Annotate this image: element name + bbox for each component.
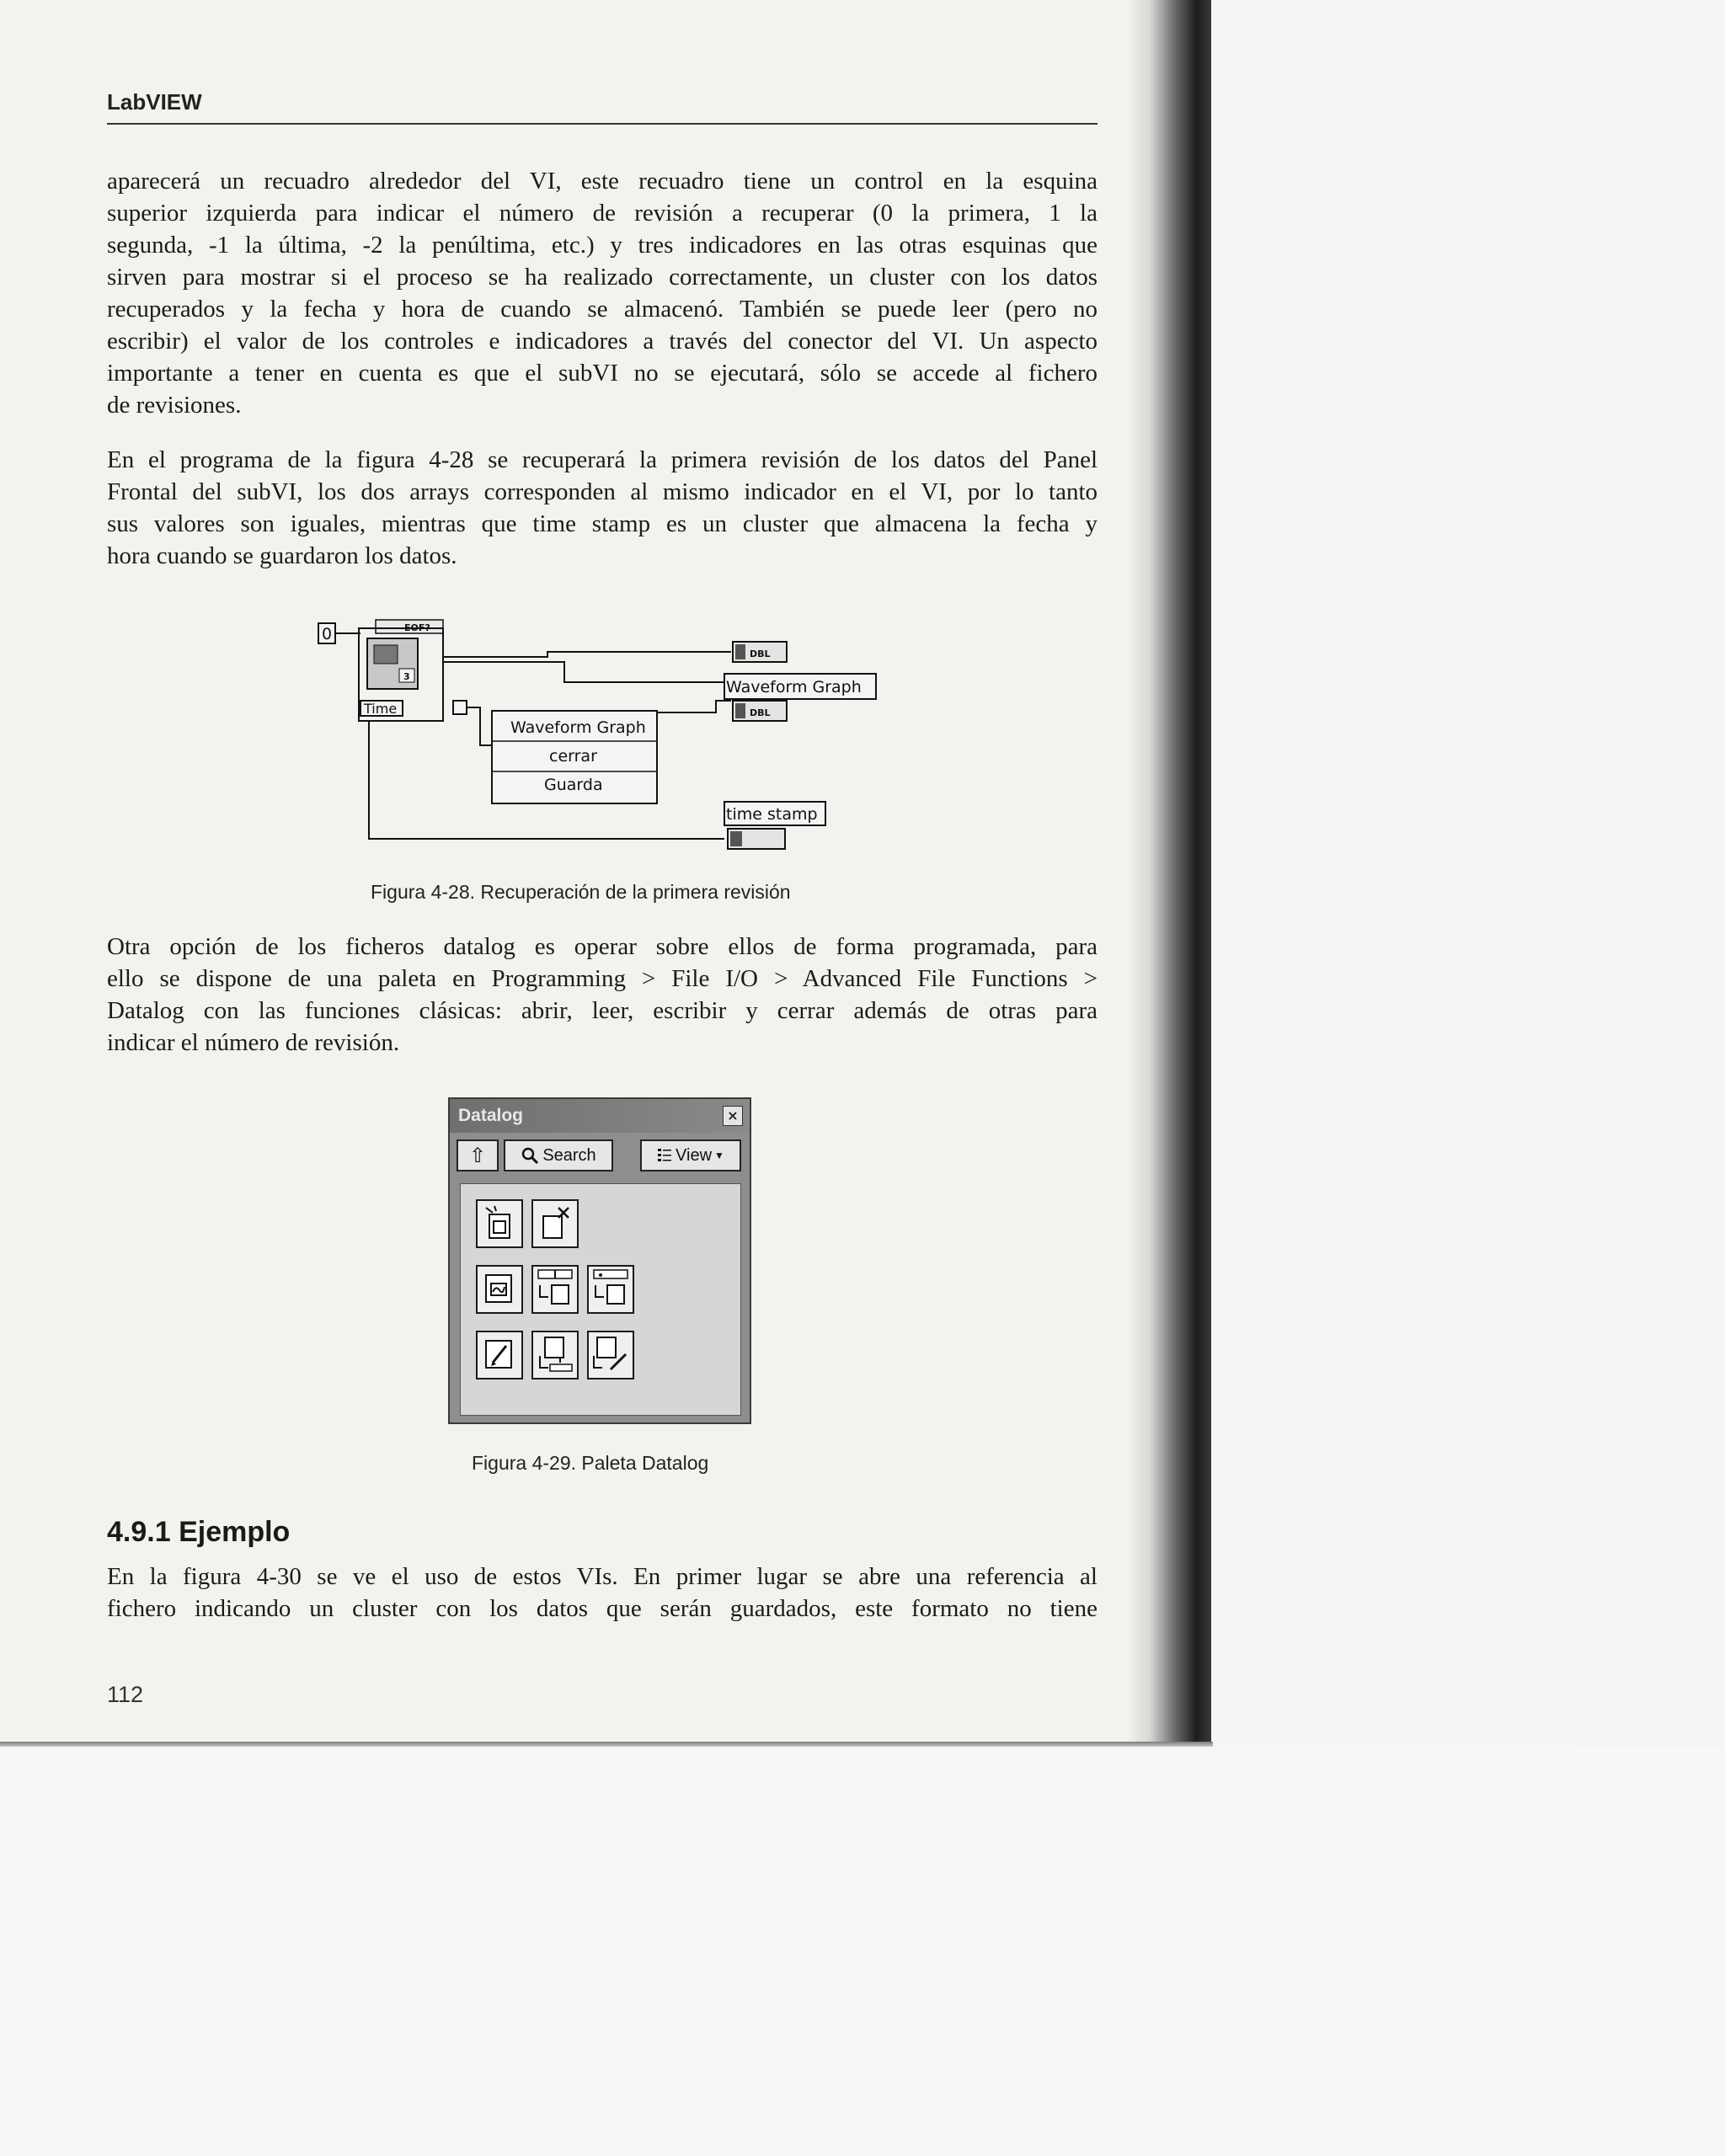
text-line: Otra opción de los ficheros datalog es operar sobre ellos de forma programada, para bbox=[107, 933, 1097, 960]
cluster-item: Guarda bbox=[544, 776, 603, 794]
cluster-item: Waveform Graph bbox=[510, 718, 646, 737]
figure-4-28-block-diagram bbox=[312, 606, 862, 867]
page-margin-right bbox=[1211, 0, 1582, 1748]
palette-toolbar bbox=[457, 1139, 743, 1175]
section-heading: 4.9.1 Ejemplo bbox=[107, 1516, 291, 1548]
text-line: En el programa de la figura 4-28 se recuperará la primera revisión de los datos del Panel bbox=[107, 446, 1097, 473]
figure-4-29-caption: Figura 4-29. Paleta Datalog bbox=[472, 1452, 709, 1474]
waveform-graph-label: Waveform Graph bbox=[726, 678, 862, 696]
text-line: de revisiones. bbox=[107, 392, 242, 419]
write-datalog-icon[interactable] bbox=[476, 1331, 523, 1380]
time-stamp-terminal-tip bbox=[730, 831, 742, 846]
dbl-array-terminal-tip bbox=[735, 703, 745, 718]
close-file-icon[interactable] bbox=[531, 1199, 579, 1248]
eof-label: EOF? bbox=[404, 622, 430, 633]
text-line: En la figura 4-30 se ve el uso de estos VIs. En primer lugar se abre una referencia al bbox=[107, 1563, 1097, 1590]
text-line: segunda, -1 la última, -2 la penúltima, etc.) y tres indicadores en las otras esquinas que bbox=[107, 232, 1097, 259]
cluster-item: cerrar bbox=[549, 747, 597, 766]
time-terminal-label: Time bbox=[364, 701, 398, 717]
text-line: importante a tener en cuenta es que el subVI no se ejecutará, sólo se accede al fichero bbox=[107, 360, 1097, 387]
open-file-icon[interactable] bbox=[476, 1199, 523, 1248]
view-button[interactable] bbox=[640, 1139, 741, 1171]
wire bbox=[443, 662, 724, 682]
datalog-palette-window bbox=[448, 1097, 751, 1424]
text-line: aparecerá un recuadro alrededor del VI, este recuadro tiene un control en la esquina bbox=[107, 168, 1097, 195]
text-line: Frontal del subVI, los dos arrays corresponden al mismo indicador en el VI, por lo tanto bbox=[107, 478, 1097, 505]
figure-4-28-caption: Figura 4-28. Recuperación de la primera revisión bbox=[371, 881, 791, 903]
text-line: Datalog con las funciones clásicas: abrir, leer, escribir y cerrar además de otras para bbox=[107, 997, 1097, 1024]
text-line: fichero indicando un cluster con los datos que serán guardados, este formato no tiene bbox=[107, 1595, 1097, 1622]
text-line: sirven para mostrar si el proceso se ha realizado correctamente, un cluster con los datos bbox=[107, 264, 1097, 291]
output-node bbox=[453, 701, 467, 714]
datalog-property-icon[interactable] bbox=[587, 1331, 634, 1380]
subvi-icon-screen bbox=[374, 645, 398, 664]
paragraph-4 bbox=[107, 1561, 1097, 1625]
text-line: sus valores son iguales, mientras que time stamp es un cluster que almacena la fecha y bbox=[107, 510, 1097, 537]
set-number-of-records-icon[interactable] bbox=[531, 1331, 579, 1380]
search-button[interactable] bbox=[504, 1139, 613, 1171]
set-datalog-position-icon[interactable] bbox=[531, 1265, 579, 1314]
text-line: superior izquierda para indicar el número de revisión a recuperar (0 la primera, 1 la bbox=[107, 200, 1097, 227]
search-label: Search bbox=[542, 1145, 596, 1165]
time-stamp-label: time stamp bbox=[726, 805, 818, 824]
close-icon[interactable]: × bbox=[723, 1106, 743, 1126]
page-number: 112 bbox=[107, 1682, 144, 1707]
dbl-label: DBL bbox=[750, 648, 771, 659]
dropdown-arrow-icon: ▼ bbox=[714, 1150, 724, 1161]
get-datalog-position-icon[interactable] bbox=[587, 1265, 634, 1314]
paragraph-3 bbox=[107, 931, 1097, 1059]
palette-title: Datalog bbox=[458, 1106, 524, 1125]
palette-titlebar bbox=[450, 1099, 750, 1133]
page-gutter-shadow bbox=[1129, 0, 1213, 1748]
palette-function-grid bbox=[460, 1183, 741, 1416]
paragraph-1 bbox=[107, 165, 1097, 421]
dbl-array-terminal-tip bbox=[735, 644, 745, 659]
text-line: hora cuando se guardaron los datos. bbox=[107, 542, 457, 569]
header-rule bbox=[107, 123, 1097, 125]
paragraph-2 bbox=[107, 444, 1097, 572]
wire bbox=[657, 701, 731, 712]
text-line: escribir) el valor de los controles e indicadores a través del conector del VI. Un aspecto bbox=[107, 328, 1097, 355]
up-level-button[interactable] bbox=[457, 1139, 499, 1171]
read-datalog-icon[interactable] bbox=[476, 1265, 523, 1314]
running-header: LabVIEW bbox=[107, 89, 202, 115]
subvi-count: 3 bbox=[403, 671, 410, 682]
scan-background bbox=[0, 1747, 1725, 2156]
text-line: indicar el número de revisión. bbox=[107, 1029, 400, 1056]
revision-constant: 0 bbox=[322, 625, 333, 643]
wire bbox=[443, 652, 731, 657]
view-label: View bbox=[676, 1145, 713, 1165]
search-icon bbox=[521, 1146, 539, 1165]
view-list-icon bbox=[657, 1147, 672, 1164]
text-line: ello se dispone de una paleta en Programming > File I/O > Advanced File Functions > bbox=[107, 965, 1097, 992]
block-diagram-svg bbox=[312, 606, 862, 867]
arrow-up-icon: ⇧ bbox=[468, 1144, 487, 1167]
dbl-label: DBL bbox=[750, 707, 771, 718]
text-line: recuperados y la fecha y hora de cuando se almacenó. También se puede leer (pero no bbox=[107, 296, 1097, 323]
